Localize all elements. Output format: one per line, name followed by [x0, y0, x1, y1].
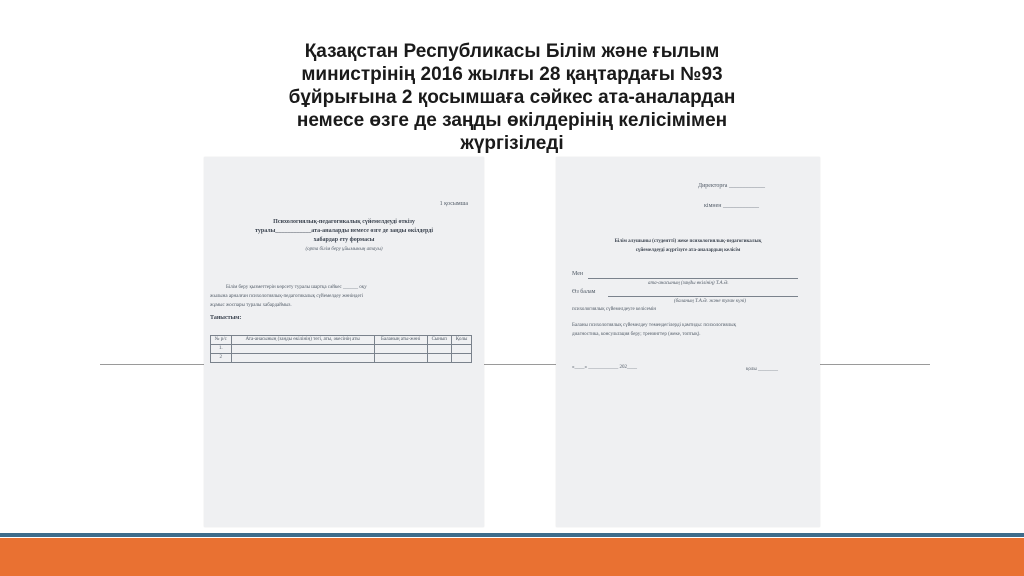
doc1-body-line: Білім беру қызметтерін көрсету туралы шартқа сәйкес ______ оқу — [226, 285, 367, 290]
doc2-body-line: Баланы психологиялық сүйемелдеу төмендегілерді қамтиды: психологиялық — [572, 323, 736, 328]
table-cell — [427, 354, 451, 363]
doc1-annex-label: 1 қосымша — [439, 201, 468, 207]
table-cell — [452, 345, 472, 354]
doc2-i-label: Мен — [572, 271, 584, 277]
doc2-fill-line — [588, 278, 798, 279]
table-cell — [231, 345, 374, 354]
title-line: немесе өзге де заңды өкілдерінің келісімімен — [296, 110, 728, 131]
footer-accent-bar — [0, 533, 1024, 537]
doc2-director-line: Директорға ____________ — [698, 183, 765, 189]
table-row — [211, 354, 472, 363]
table-header-cell: Ата-анасының (заңды өкілінің) тегі, аты, әкесінің аты — [231, 336, 374, 345]
document-photo-notification-form — [204, 157, 484, 527]
table-cell — [374, 354, 427, 363]
doc1-heading-line: хабардар ету формасы — [313, 237, 375, 243]
doc2-date-line: «____» ____________ 202____ — [572, 365, 637, 370]
doc1-signature-table — [210, 335, 472, 363]
table-cell: 2 — [211, 354, 232, 363]
table-header-cell: Баланың аты-жөні — [374, 336, 427, 345]
table-row — [211, 345, 472, 354]
table-header-cell: № р/с — [211, 336, 232, 345]
table-header-cell: Сынып — [427, 336, 451, 345]
table-cell — [452, 354, 472, 363]
title-line: жүргізіледі — [460, 133, 564, 154]
doc2-signature-line: қолы ________ — [746, 367, 778, 372]
table-cell — [427, 345, 451, 354]
title-line: Қазақстан Республикасы Білім және ғылым — [304, 41, 720, 62]
doc1-subheading: (орта білім беру ұйымының атауы) — [305, 247, 383, 252]
doc1-body-line: жұмыс жоспары туралы хабардаймыз. — [210, 303, 292, 308]
doc1-acquainted-label: Таныстым: — [210, 315, 242, 321]
table-cell — [231, 354, 374, 363]
divider-right — [820, 364, 930, 365]
doc2-from-line: кімнен ____________ — [704, 203, 759, 209]
table-cell — [374, 345, 427, 354]
doc1-body-line: жылына арналған психологиялық-педагогикалық сүйемелдеу жөніндегі — [210, 294, 364, 299]
doc1-heading-line: Психологиялық-педагогикалық сүйемелдеуді өткізу — [273, 219, 415, 225]
doc2-i-note: ата-анасының (заңды өкілінің) Т.А.Ә. — [648, 281, 729, 286]
divider-left — [100, 364, 204, 365]
title-line: бұйрығына 2 қосымшаға сәйкес ата-аналардан — [288, 87, 736, 108]
table-header-cell: Қолы — [452, 336, 472, 345]
divider-middle — [484, 364, 556, 365]
doc2-heading-line: Білім алушыны (студентті) жеке психологиялық-педагогикалық — [614, 239, 762, 244]
table-cell: 1. — [211, 345, 232, 354]
doc2-child-label: Өз балам — [572, 289, 596, 295]
doc1-heading-line: туралы____________ата-аналарды немесе өзге де заңды өкілдерді — [254, 228, 434, 234]
doc2-body-line: диагностика, консультация беру; тренингтер (жеке, топтық). — [572, 332, 701, 337]
table-header-row — [211, 336, 472, 345]
title-line: министрінің 2016 жылғы 28 қаңтардағы №93 — [301, 64, 723, 85]
document-photo-consent-form — [556, 157, 820, 527]
doc2-heading-line: сүйемелдеуді жүргізуге ата-аналардың келісім — [635, 248, 741, 253]
doc2-child-note: (баланың Т.А.Ә. және туған күні) — [674, 299, 747, 304]
footer-bar — [0, 538, 1024, 576]
doc2-fill-line — [608, 296, 798, 297]
doc2-consent-text: психологиялық сүйемелдеуге келісемін — [572, 307, 657, 312]
slide-title — [262, 40, 762, 155]
